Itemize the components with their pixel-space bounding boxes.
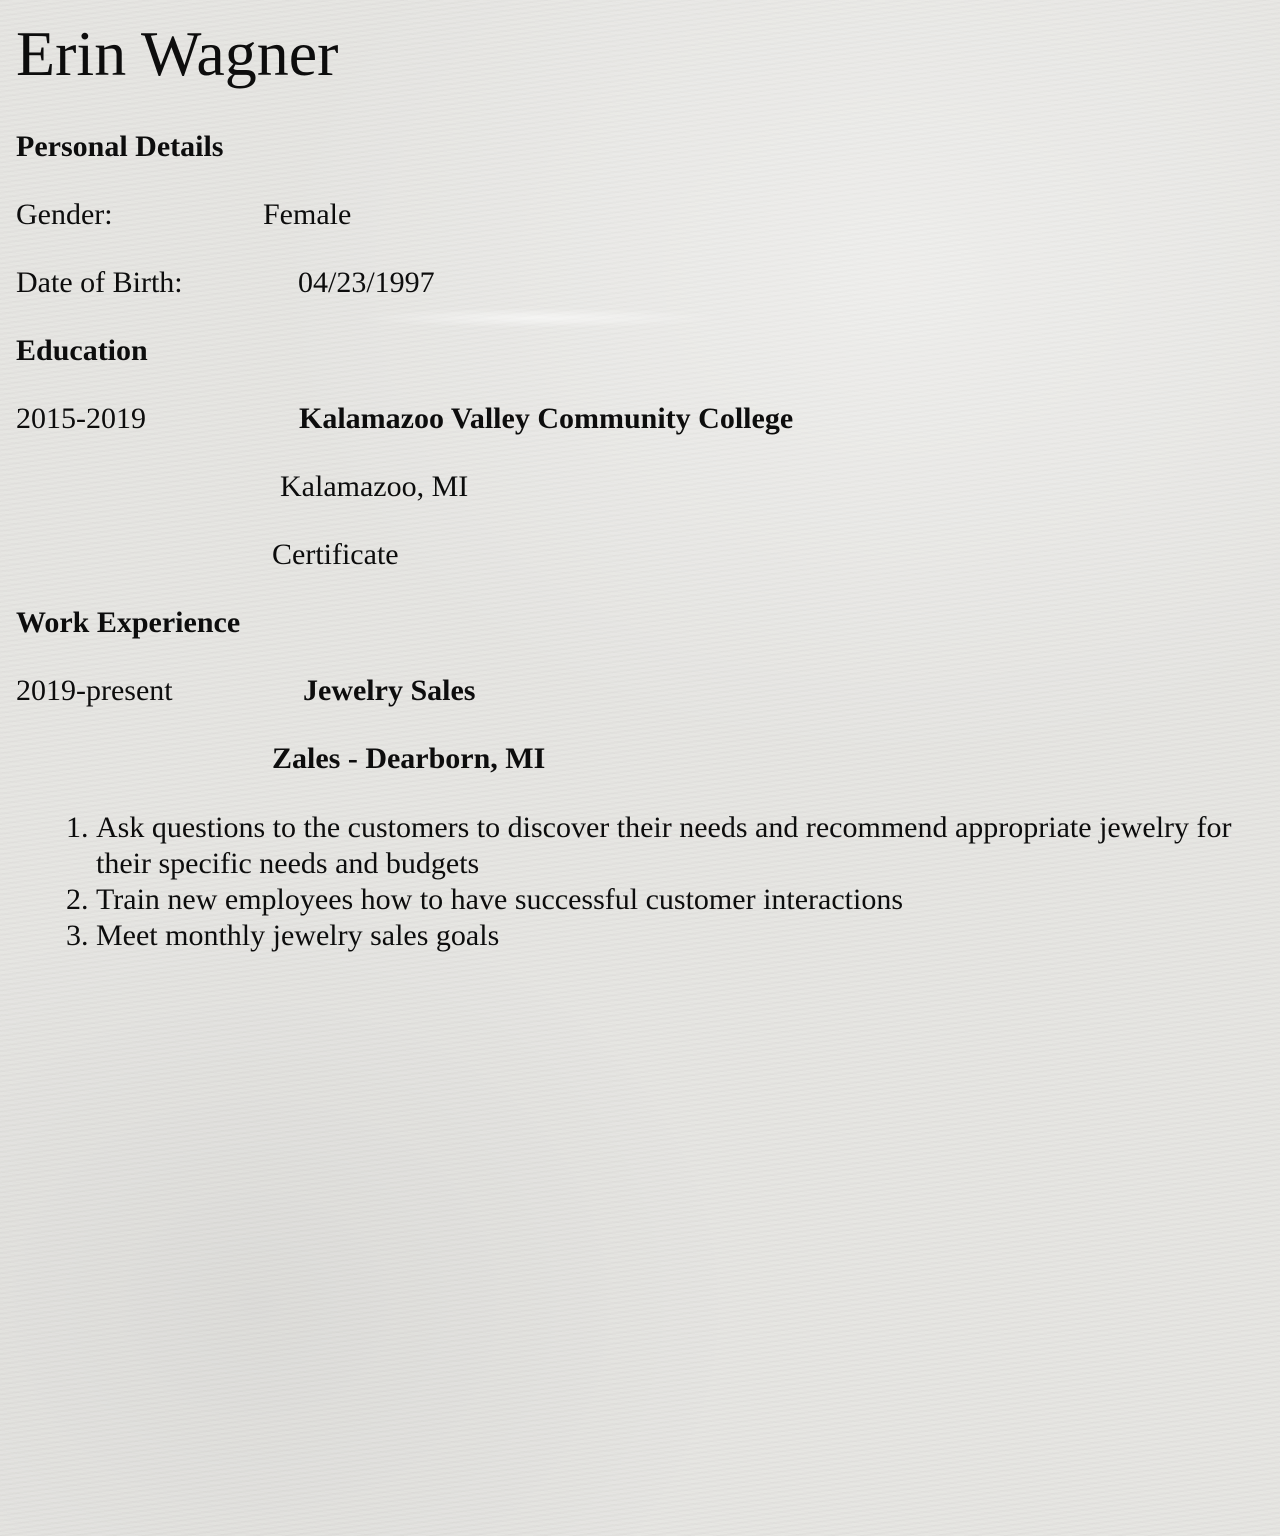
dob-label: Date of Birth: xyxy=(16,266,183,299)
education-credential: Certificate xyxy=(272,538,399,571)
work-duty-item: 3. Meet monthly jewelry sales goals xyxy=(96,918,1280,954)
dob-value: 04/23/1997 xyxy=(298,266,435,299)
gender-value: Female xyxy=(263,198,352,231)
work-experience-heading: Work Experience xyxy=(16,606,241,639)
personal-details-heading: Personal Details xyxy=(16,130,224,163)
education-years: 2015-2019 xyxy=(16,402,146,435)
work-employer: Zales - Dearborn, MI xyxy=(272,742,546,775)
resume-name: Erin Wagner xyxy=(16,18,339,89)
education-school: Kalamazoo Valley Community College xyxy=(299,402,794,435)
work-duty-item: 1. Ask questions to the customers to discover their needs and recommend appropriate jewelry for their specific needs and budgets xyxy=(96,810,1280,882)
work-duties-list xyxy=(0,810,1280,954)
work-duty-item: 2. Train new employees how to have successful customer interactions xyxy=(96,882,1280,918)
work-years: 2019-present xyxy=(16,674,173,707)
work-title: Jewelry Sales xyxy=(303,674,476,707)
gender-label: Gender: xyxy=(16,198,113,231)
education-location: Kalamazoo, MI xyxy=(280,470,469,503)
education-heading: Education xyxy=(16,334,148,367)
